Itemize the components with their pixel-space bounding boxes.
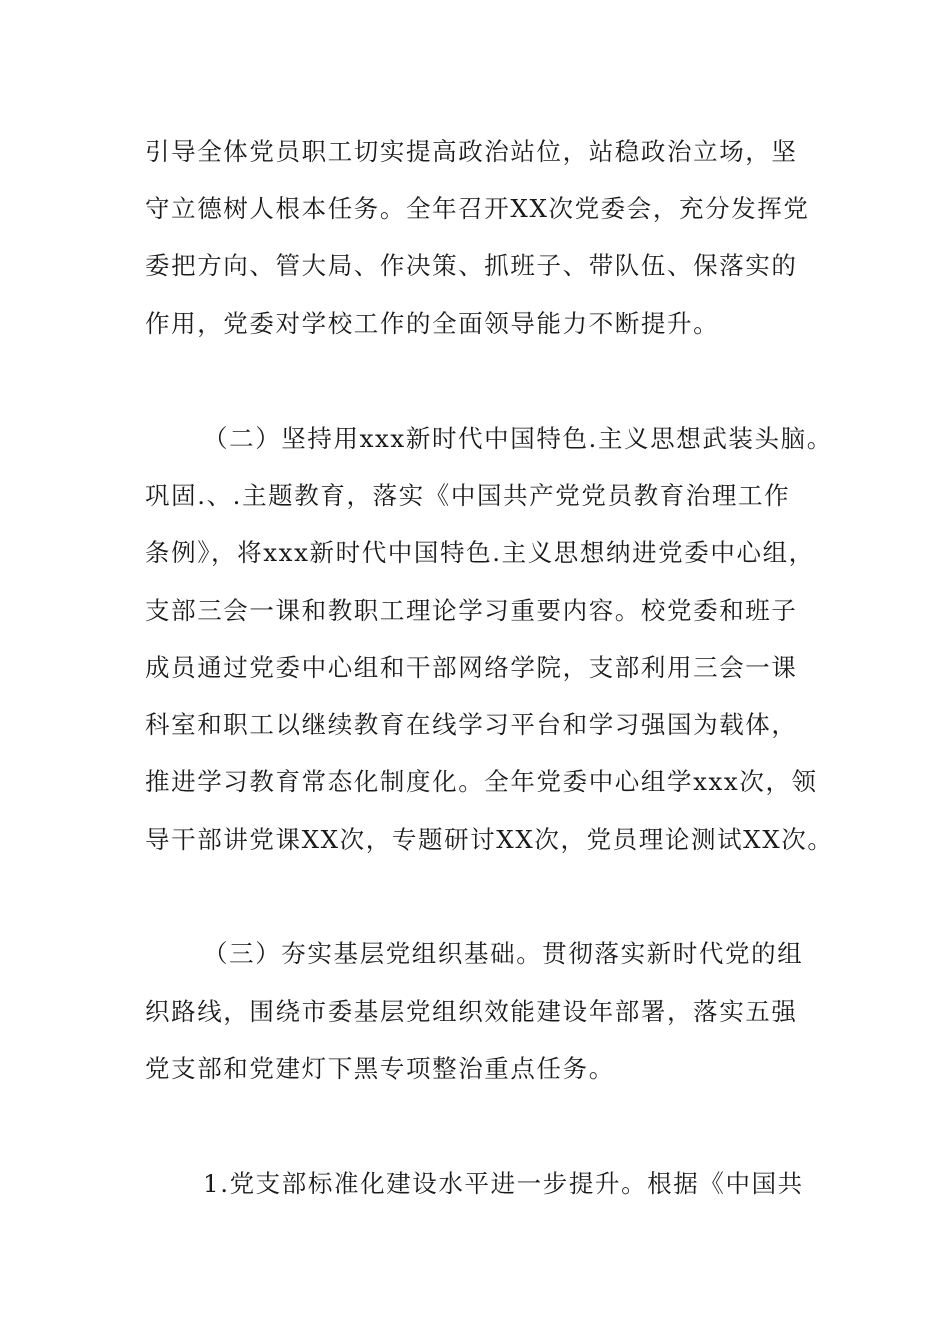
- paragraph-1-line-1: 引导全体党员职工切实提高政治站位，站稳政治立场，坚: [145, 137, 798, 166]
- paragraph-2-line-1: （二）坚持用xxx新时代中国特色.主义思想武装头脑。: [203, 424, 833, 453]
- paragraph-3-line-1: （三）夯实基层党组织基础。贯彻落实新时代党的组: [203, 939, 804, 968]
- paragraph-2-line-8: 导干部讲党课XX次，专题研讨XX次，党员理论测试XX次。: [145, 825, 834, 854]
- paragraph-3-line-3: 党支部和党建灯下黑专项整治重点任务。: [145, 1054, 615, 1083]
- paragraph-2-line-7: 推进学习教育常态化制度化。全年党委中心组学xxx次，领: [145, 767, 818, 796]
- paragraph-1-line-3: 委把方向、管大局、作决策、抓班子、带队伍、保落实的: [145, 251, 798, 280]
- paragraph-2-line-3: 条例》，将xxx新时代中国特色.主义思想纳进党委中心组，: [145, 538, 815, 567]
- paragraph-2-line-4: 支部三会一课和教职工理论学习重要内容。校党委和班子: [145, 596, 798, 625]
- paragraph-4-line-1: 1.党支部标准化建设水平进一步提升。根据《中国共: [203, 1169, 804, 1198]
- paragraph-1-line-2: 守立德树人根本任务。全年召开XX次党委会，充分发挥党: [145, 194, 810, 223]
- paragraph-1-line-4: 作用，党委对学校工作的全面领导能力不断提升。: [145, 309, 720, 338]
- paragraph-2-line-6: 科室和职工以继续教育在线学习平台和学习强国为载体，: [145, 710, 798, 739]
- paragraph-2-line-5: 成员通过党委中心组和干部网络学院，支部利用三会一课: [145, 653, 798, 682]
- paragraph-3-line-2: 织路线，围绕市委基层党组织效能建设年部署，落实五强: [145, 997, 798, 1026]
- paragraph-2-line-2: 巩固.、.主题教育，落实《中国共产党党员教育治理工作: [145, 481, 791, 510]
